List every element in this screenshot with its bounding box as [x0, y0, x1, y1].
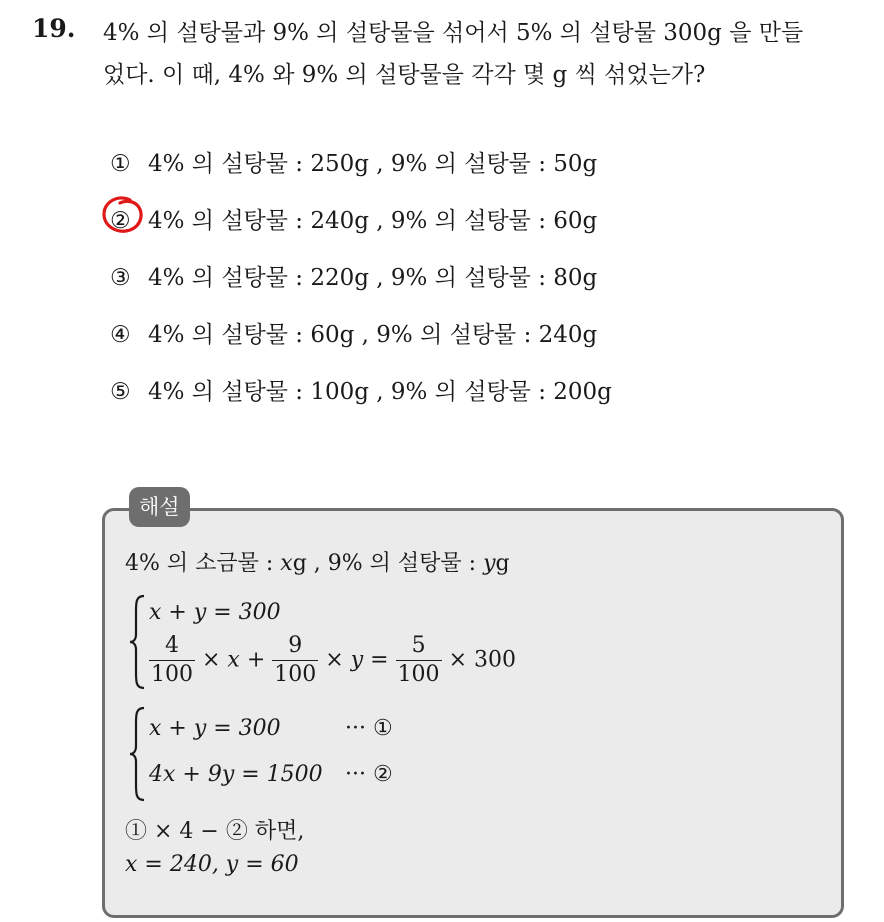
system1-equation2: $\frac{4}{100}$ × x + $\frac{9}{100}$ × y = $\frac{5}{100}$ × 300	[151, 633, 516, 687]
system2-equation2-tag: ··· ②	[345, 762, 393, 787]
brace-system-1	[128, 594, 146, 690]
option-2[interactable]	[110, 202, 597, 235]
option-label: 4% 의 설탕물 : 220g , 9% 의 설탕물 : 80g	[148, 265, 598, 291]
option-number: ①	[110, 151, 131, 177]
system1-equation1: x + y = 300	[149, 600, 281, 625]
option-4[interactable]	[110, 316, 597, 349]
option-1[interactable]	[110, 145, 597, 178]
option-label: 4% 의 설탕물 : 60g , 9% 의 설탕물 : 240g	[148, 322, 598, 348]
system2-equation1: x + y = 300	[149, 716, 281, 741]
option-label: 4% 의 설탕물 : 250g , 9% 의 설탕물 : 50g	[148, 151, 598, 177]
solution-step: ① × 4 − ② 하면,	[125, 819, 305, 844]
solution-answer: x = 240, y = 60	[125, 852, 299, 877]
option-number: ③	[110, 265, 131, 291]
solution-variables-line: 4% 의 소금물 : xg , 9% 의 설탕물 : yg	[125, 551, 510, 576]
system2-equation2: 4x + 9y = 1500	[149, 762, 323, 787]
question-number: 19.	[32, 14, 76, 43]
option-3[interactable]	[110, 259, 597, 292]
brace-system-2	[128, 706, 146, 802]
question-text-line2: 었다. 이 때, 4% 와 9% 의 설탕물을 각각 몇 g 씩 섞었는가?	[103, 62, 706, 88]
option-5[interactable]	[110, 373, 612, 406]
option-number: ④	[110, 322, 131, 348]
question-text-line1: 4% 의 설탕물과 9% 의 설탕물을 섞어서 5% 의 설탕물 300g 을 만들	[103, 20, 804, 46]
option-number: ②	[110, 208, 131, 234]
option-label: 4% 의 설탕물 : 240g , 9% 의 설탕물 : 60g	[148, 208, 598, 234]
option-label: 4% 의 설탕물 : 100g , 9% 의 설탕물 : 200g	[148, 379, 612, 405]
system2-equation1-tag: ··· ①	[345, 716, 393, 741]
option-number: ⑤	[110, 379, 131, 405]
answer-circle-mark	[100, 194, 146, 236]
solution-tag: 해설	[129, 487, 190, 527]
